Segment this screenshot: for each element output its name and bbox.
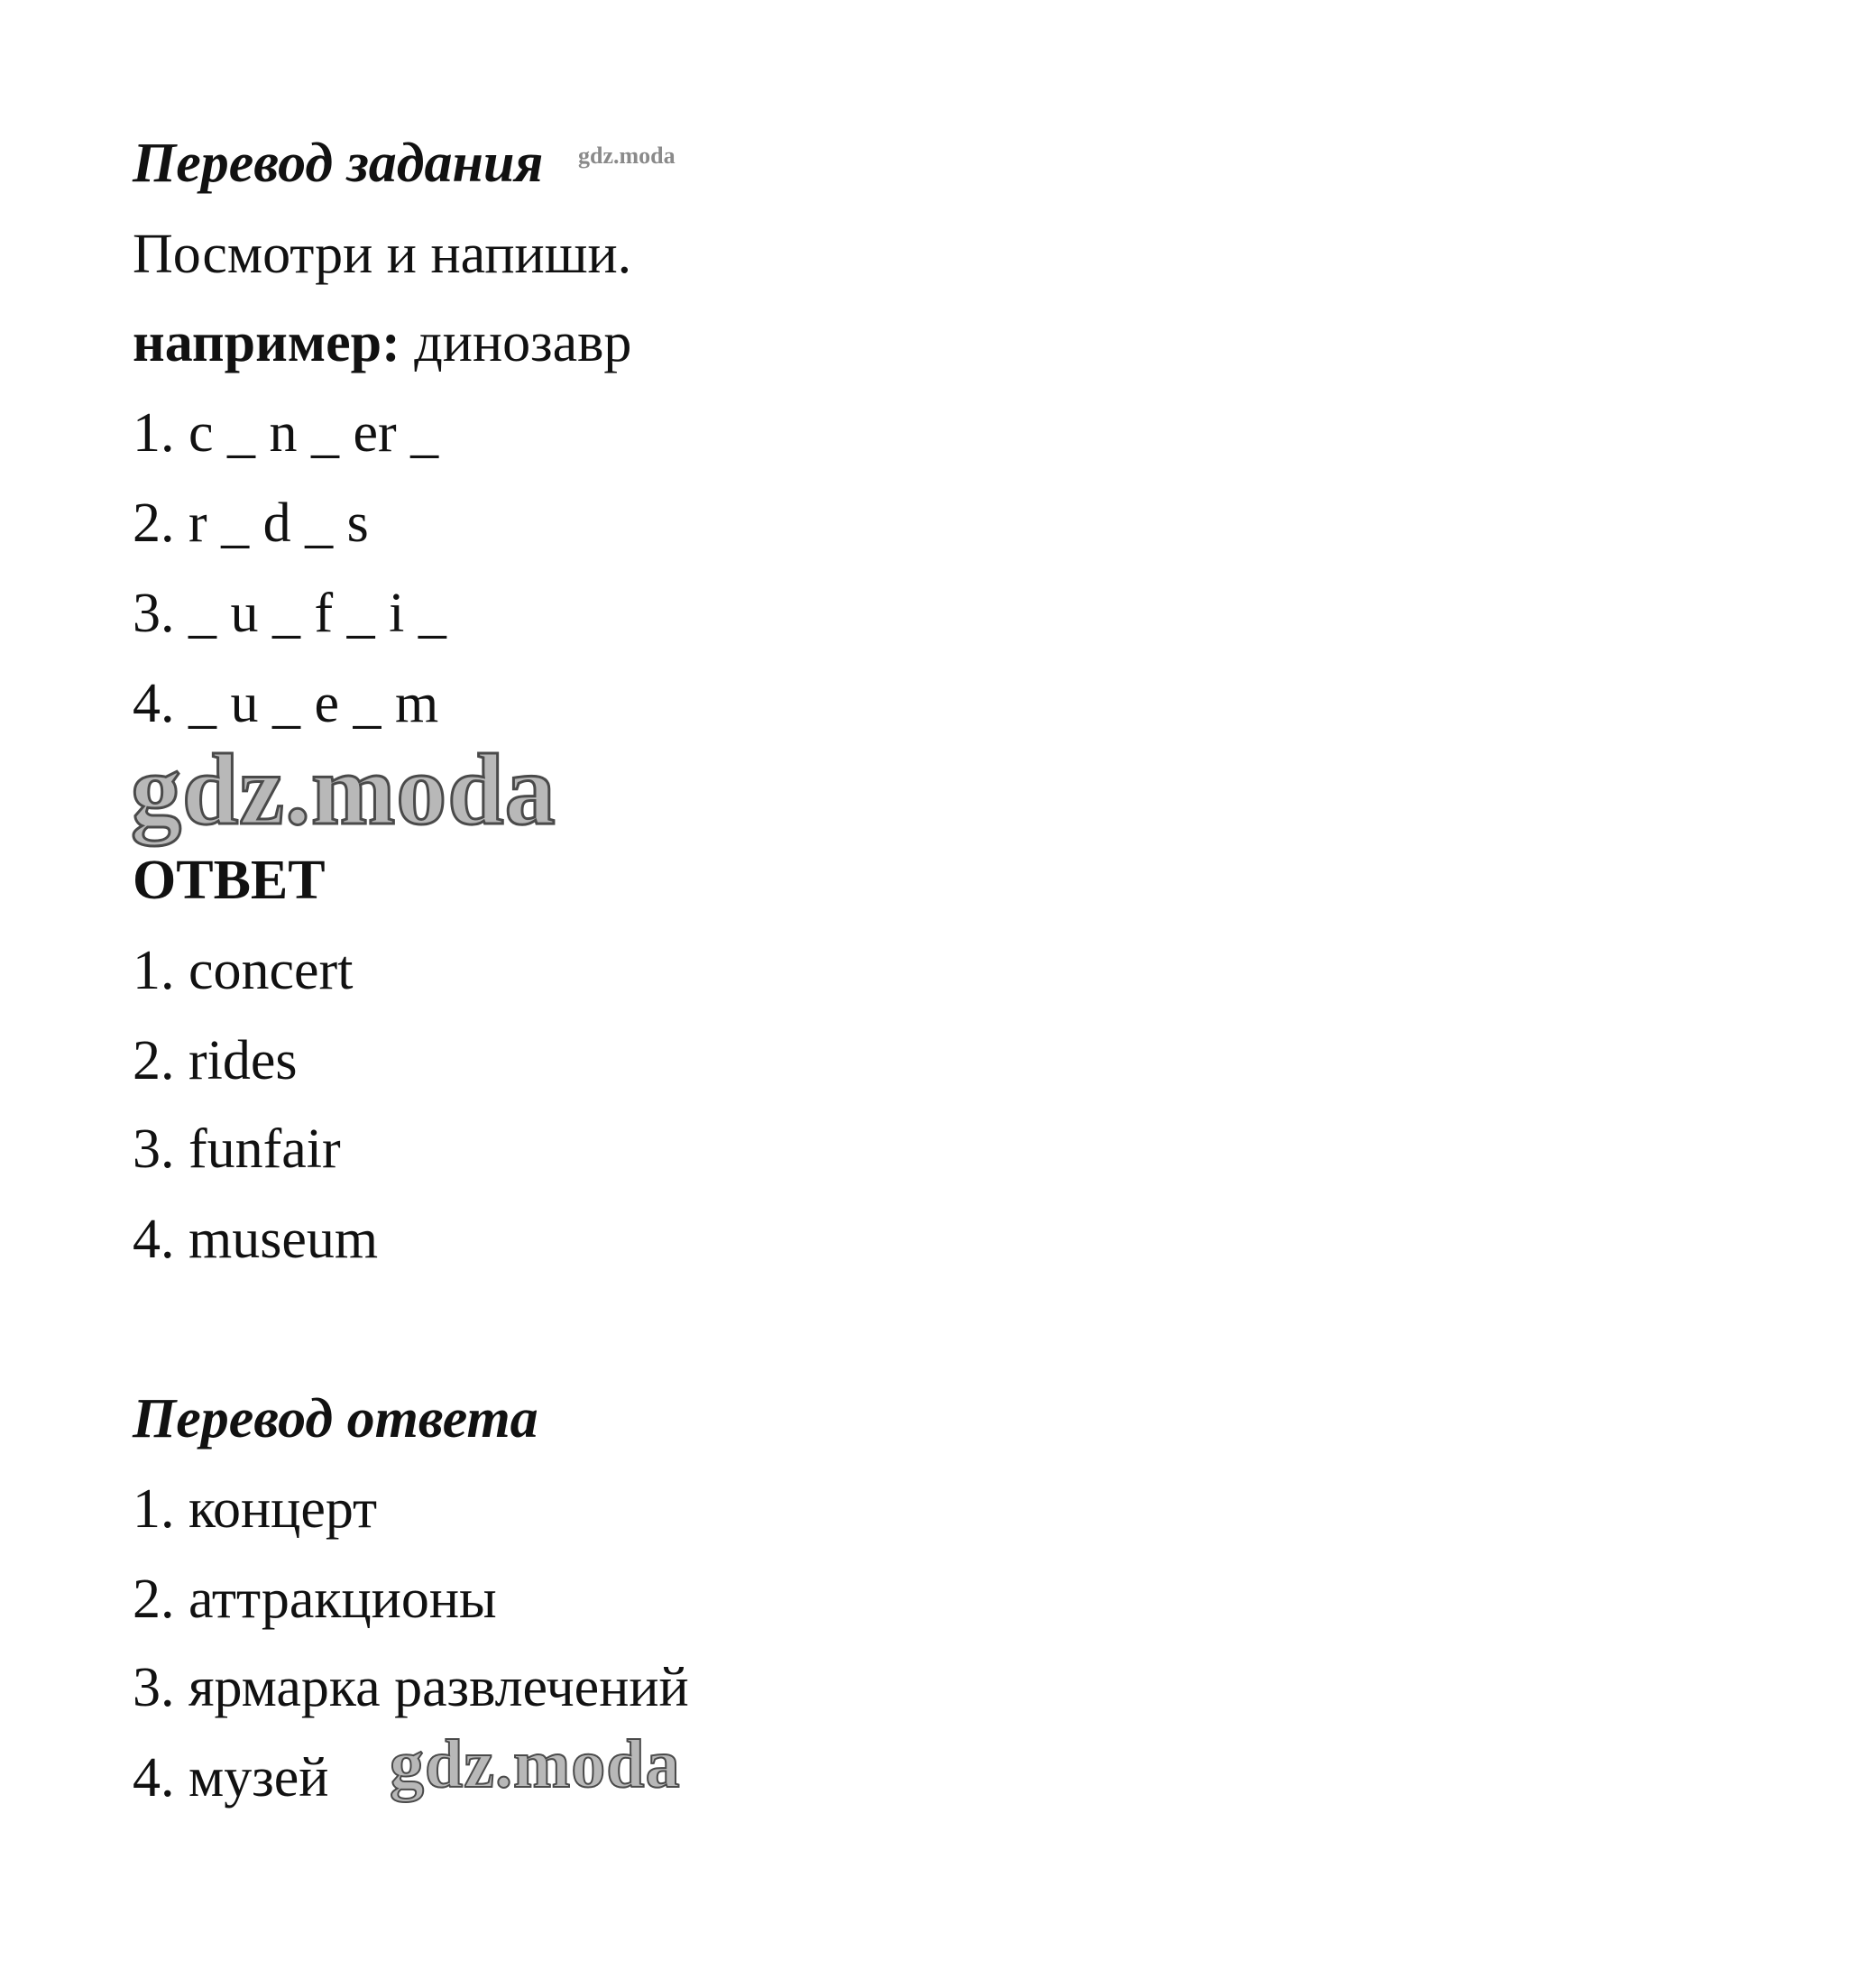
translation-item: 4. музей [133, 1747, 329, 1809]
task-item: 4. _ u _ e _ m [133, 673, 439, 734]
instruction-text: Посмотри и напиши. [133, 224, 632, 285]
translation-item: 1. концерт [133, 1478, 378, 1540]
task-item: 2. r _ d _ s [133, 492, 369, 554]
translation-item: 3. ярмарка развлечений [133, 1657, 689, 1718]
watermark-large: gdz.moda [131, 734, 556, 846]
watermark-large: gdz.moda [390, 1726, 681, 1802]
answer-item: 3. funfair [133, 1118, 341, 1180]
example-label: например: [133, 312, 400, 373]
example-word: динозавр [414, 312, 632, 373]
answer-item: 1. concert [133, 940, 354, 1001]
task-heading: Перевод задания [133, 133, 544, 194]
answer-item: 2. rides [133, 1030, 298, 1091]
example-line [133, 312, 632, 373]
task-item: 1. c _ n _ er _ [133, 402, 439, 464]
answer-item: 4. museum [133, 1209, 379, 1270]
answer-heading: ОТВЕТ [133, 850, 326, 911]
watermark-small: gdz.moda [578, 143, 676, 169]
translation-heading: Перевод ответа [133, 1388, 538, 1450]
task-item: 3. _ u _ f _ i _ [133, 583, 446, 644]
translation-item: 2. аттракционы [133, 1569, 497, 1630]
